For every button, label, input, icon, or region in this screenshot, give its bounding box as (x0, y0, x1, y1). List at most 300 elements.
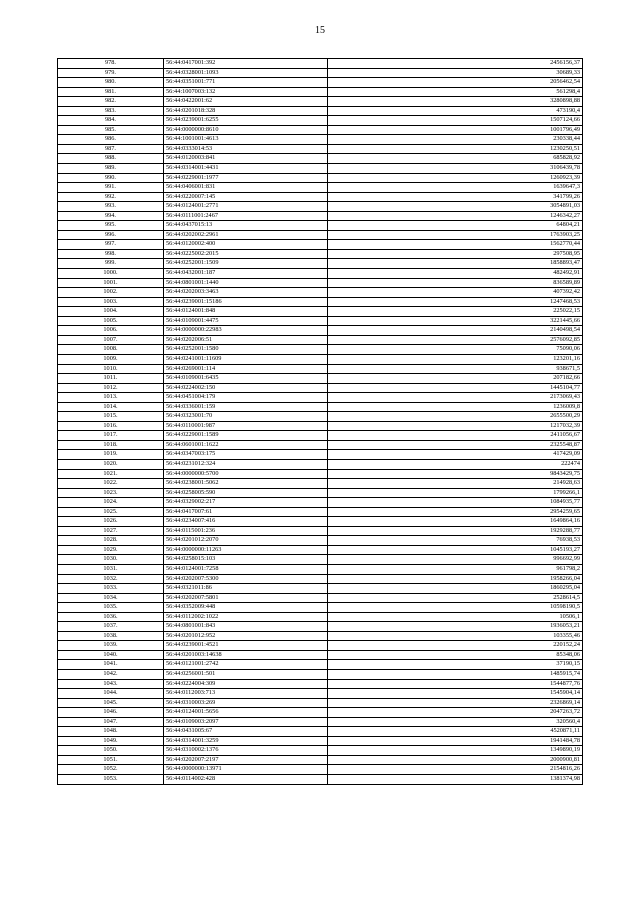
cadastral-value-cell: 938671,5 (328, 364, 583, 374)
row-number-cell: 1019. (58, 450, 164, 460)
table-row (58, 183, 583, 193)
row-number-cell: 1050. (58, 746, 164, 756)
row-number-cell: 1040. (58, 650, 164, 660)
row-number-cell: 1003. (58, 297, 164, 307)
cadastral-value-cell: 2326869,14 (328, 698, 583, 708)
table-row (58, 335, 583, 345)
row-number-cell: 991. (58, 183, 164, 193)
row-number-cell: 994. (58, 211, 164, 221)
table-row (58, 354, 583, 364)
cadastral-number-cell: 56:44:0417001:392 (164, 59, 328, 69)
row-number-cell: 1037. (58, 622, 164, 632)
cadastral-value-cell: 1246342,27 (328, 211, 583, 221)
table-row (58, 526, 583, 536)
cadastral-number-cell: 56:44:0111001:2467 (164, 211, 328, 221)
cadastral-number-cell: 56:44:0229001:1589 (164, 431, 328, 441)
table-row (58, 755, 583, 765)
cadastral-value-cell: 685828,92 (328, 154, 583, 164)
row-number-cell: 1027. (58, 526, 164, 536)
table-row (58, 555, 583, 565)
row-number-cell: 1036. (58, 612, 164, 622)
cadastral-value-cell: 1230250,51 (328, 144, 583, 154)
cadastral-number-cell: 56:44:0112003:713 (164, 689, 328, 699)
row-number-cell: 988. (58, 154, 164, 164)
cadastral-value-cell: 2140498,54 (328, 326, 583, 336)
table-row (58, 259, 583, 269)
cadastral-number-cell: 56:44:0310002:1376 (164, 746, 328, 756)
row-number-cell: 1038. (58, 631, 164, 641)
cadastral-value-cell: 1763903,25 (328, 230, 583, 240)
table-row (58, 431, 583, 441)
cadastral-number-cell: 56:44:0110001:987 (164, 421, 328, 431)
cadastral-number-cell: 56:44:1007003:132 (164, 87, 328, 97)
row-number-cell: 1000. (58, 269, 164, 279)
table-row (58, 68, 583, 78)
cadastral-value-cell: 2173069,43 (328, 393, 583, 403)
cadastral-number-cell: 56:44:0323001:70 (164, 412, 328, 422)
table-row (58, 144, 583, 154)
table-row (58, 269, 583, 279)
cadastral-number-cell: 56:44:0201003:14638 (164, 650, 328, 660)
cadastral-number-cell: 56:44:0347003:175 (164, 450, 328, 460)
cadastral-value-cell: 1649864,16 (328, 517, 583, 527)
cadastral-value-cell: 1544877,76 (328, 679, 583, 689)
cadastral-number-cell: 56:44:0224004:309 (164, 679, 328, 689)
cadastral-value-cell: 2154816,26 (328, 765, 583, 775)
cadastral-number-cell: 56:44:0112002:1022 (164, 612, 328, 622)
cadastral-value-cell: 3054891,03 (328, 202, 583, 212)
cadastral-number-cell: 56:44:0121001:2742 (164, 660, 328, 670)
cadastral-value-cell: 1236009,8 (328, 402, 583, 412)
table-row (58, 498, 583, 508)
cadastral-number-cell: 56:44:0000000:11263 (164, 545, 328, 555)
table-row (58, 574, 583, 584)
table-row (58, 459, 583, 469)
table-row (58, 240, 583, 250)
cadastral-value-cell: 214928,63 (328, 479, 583, 489)
cadastral-number-cell: 56:44:0124001:7258 (164, 564, 328, 574)
row-number-cell: 1021. (58, 469, 164, 479)
cadastral-value-cell: 1045193,27 (328, 545, 583, 555)
table-row (58, 622, 583, 632)
cadastral-value-cell: 207182,66 (328, 374, 583, 384)
cadastral-value-cell: 2528614,5 (328, 593, 583, 603)
row-number-cell: 1034. (58, 593, 164, 603)
row-number-cell: 1045. (58, 698, 164, 708)
cadastral-value-cell: 961798,2 (328, 564, 583, 574)
cadastral-number-cell: 56:44:0202006:51 (164, 335, 328, 345)
cadastral-number-cell: 56:44:0234007:416 (164, 517, 328, 527)
table-row (58, 479, 583, 489)
row-number-cell: 980. (58, 78, 164, 88)
cadastral-number-cell: 56:44:0801001:1440 (164, 278, 328, 288)
cadastral-value-cell: 103355,46 (328, 631, 583, 641)
cadastral-value-cell: 2576092,85 (328, 335, 583, 345)
table-row (58, 221, 583, 231)
row-number-cell: 1005. (58, 316, 164, 326)
cadastral-value-cell: 2000900,81 (328, 755, 583, 765)
table-row (58, 727, 583, 737)
table-row (58, 374, 583, 384)
cadastral-value-cell: 37190,15 (328, 660, 583, 670)
table-row (58, 440, 583, 450)
cadastral-number-cell: 56:44:0239001:4521 (164, 641, 328, 651)
cadastral-value-cell: 4520871,11 (328, 727, 583, 737)
table-row (58, 97, 583, 107)
page-number: 15 (315, 25, 325, 36)
table-row (58, 536, 583, 546)
cadastral-value-cell: 64804,21 (328, 221, 583, 231)
row-number-cell: 1017. (58, 431, 164, 441)
cadastral-value-cell: 1941484,78 (328, 736, 583, 746)
table-row (58, 660, 583, 670)
cadastral-value-cell: 1936053,21 (328, 622, 583, 632)
table-row (58, 545, 583, 555)
cadastral-number-cell: 56:44:0451004:179 (164, 393, 328, 403)
row-number-cell: 1051. (58, 755, 164, 765)
row-number-cell: 1035. (58, 603, 164, 613)
cadastral-value-cell: 2047263,72 (328, 708, 583, 718)
cadastral-number-cell: 56:44:0201012:952 (164, 631, 328, 641)
cadastral-number-cell: 56:44:0432001:187 (164, 269, 328, 279)
row-number-cell: 1053. (58, 775, 164, 785)
cadastral-number-cell: 56:44:0224002:150 (164, 383, 328, 393)
row-number-cell: 1052. (58, 765, 164, 775)
cadastral-number-cell: 56:44:0225002:2015 (164, 249, 328, 259)
row-number-cell: 1042. (58, 670, 164, 680)
row-number-cell: 1032. (58, 574, 164, 584)
cadastral-value-cell: 225022,15 (328, 307, 583, 317)
table-row (58, 488, 583, 498)
cadastral-number-cell: 56:44:0124001:5656 (164, 708, 328, 718)
table-row (58, 689, 583, 699)
cadastral-number-cell: 56:44:0258015:103 (164, 555, 328, 565)
cadastral-value-cell: 123201,16 (328, 354, 583, 364)
cadastral-number-cell: 56:44:0120002:400 (164, 240, 328, 250)
row-number-cell: 1011. (58, 374, 164, 384)
cadastral-value-cell: 10598190,5 (328, 603, 583, 613)
cadastral-number-cell: 56:44:0239001:15186 (164, 297, 328, 307)
row-number-cell: 1020. (58, 459, 164, 469)
row-number-cell: 983. (58, 106, 164, 116)
cadastral-number-cell: 56:44:0202007:5801 (164, 593, 328, 603)
table-row (58, 650, 583, 660)
cadastral-value-cell: 1217032,39 (328, 421, 583, 431)
cadastral-value-cell: 9843429,75 (328, 469, 583, 479)
cadastral-value-cell: 561298,4 (328, 87, 583, 97)
cadastral-number-cell: 56:44:0109001:4475 (164, 316, 328, 326)
table-row (58, 288, 583, 298)
table-row (58, 564, 583, 574)
cadastral-number-cell: 56:44:0201018:328 (164, 106, 328, 116)
row-number-cell: 1014. (58, 402, 164, 412)
table-row (58, 708, 583, 718)
table-row (58, 192, 583, 202)
cadastral-number-cell: 56:44:0328001:1093 (164, 68, 328, 78)
row-number-cell: 982. (58, 97, 164, 107)
table-row (58, 679, 583, 689)
cadastral-number-cell: 56:44:0124001:848 (164, 307, 328, 317)
cadastral-value-cell: 1562770,44 (328, 240, 583, 250)
table-row (58, 736, 583, 746)
table-row (58, 517, 583, 527)
cadastral-number-cell: 56:44:0352009:448 (164, 603, 328, 613)
table-row (58, 507, 583, 517)
cadastral-value-cell: 1858893,47 (328, 259, 583, 269)
table-row (58, 211, 583, 221)
cadastral-value-cell: 417429,09 (328, 450, 583, 460)
cadastral-number-cell: 56:44:0417007:61 (164, 507, 328, 517)
cadastral-value-cell: 1929288,77 (328, 526, 583, 536)
cadastral-value-cell: 1860295,04 (328, 584, 583, 594)
row-number-cell: 996. (58, 230, 164, 240)
table-row (58, 345, 583, 355)
cadastral-number-cell: 56:44:0201012:2070 (164, 536, 328, 546)
cadastral-value-cell: 30689,33 (328, 68, 583, 78)
table-row (58, 249, 583, 259)
table-row (58, 746, 583, 756)
row-number-cell: 1023. (58, 488, 164, 498)
table-row (58, 78, 583, 88)
row-number-cell: 1028. (58, 536, 164, 546)
cadastral-value-cell: 996692,99 (328, 555, 583, 565)
cadastral-value-cell: 2655500,29 (328, 412, 583, 422)
cadastral-value-cell: 1799266,1 (328, 488, 583, 498)
cadastral-value-cell: 2456156,37 (328, 59, 583, 69)
cadastral-value-cell: 222474 (328, 459, 583, 469)
row-number-cell: 990. (58, 173, 164, 183)
row-number-cell: 979. (58, 68, 164, 78)
row-number-cell: 1018. (58, 440, 164, 450)
cadastral-value-cell: 3106439,78 (328, 164, 583, 174)
row-number-cell: 1008. (58, 345, 164, 355)
row-number-cell: 1022. (58, 479, 164, 489)
row-number-cell: 998. (58, 249, 164, 259)
table-row (58, 173, 583, 183)
table-row (58, 593, 583, 603)
row-number-cell: 1046. (58, 708, 164, 718)
cadastral-number-cell: 56:44:0000000:13971 (164, 765, 328, 775)
cadastral-value-table (57, 58, 583, 785)
cadastral-number-cell: 56:44:0231012:324 (164, 459, 328, 469)
cadastral-value-cell: 341799,26 (328, 192, 583, 202)
row-number-cell: 1039. (58, 641, 164, 651)
cadastral-value-cell: 2056462,54 (328, 78, 583, 88)
row-number-cell: 1024. (58, 498, 164, 508)
cadastral-value-cell: 1958266,04 (328, 574, 583, 584)
table-row (58, 698, 583, 708)
cadastral-value-cell: 297508,95 (328, 249, 583, 259)
cadastral-value-cell: 836589,89 (328, 278, 583, 288)
cadastral-number-cell: 56:44:0202007:2197 (164, 755, 328, 765)
cadastral-number-cell: 56:44:0321011:86 (164, 584, 328, 594)
cadastral-number-cell: 56:44:1001001:4613 (164, 135, 328, 145)
row-number-cell: 995. (58, 221, 164, 231)
row-number-cell: 1002. (58, 288, 164, 298)
row-number-cell: 1043. (58, 679, 164, 689)
row-number-cell: 987. (58, 144, 164, 154)
cadastral-value-cell: 1084935,77 (328, 498, 583, 508)
cadastral-value-cell: 76938,53 (328, 536, 583, 546)
table-row (58, 393, 583, 403)
cadastral-value-cell: 10506,1 (328, 612, 583, 622)
cadastral-number-cell: 56:44:0000000:8610 (164, 125, 328, 135)
cadastral-value-cell: 1247468,53 (328, 297, 583, 307)
table-row (58, 412, 583, 422)
cadastral-number-cell: 56:44:0229001:1977 (164, 173, 328, 183)
table-row (58, 307, 583, 317)
cadastral-number-cell: 56:44:0241001:11609 (164, 354, 328, 364)
row-number-cell: 1001. (58, 278, 164, 288)
cadastral-number-cell: 56:44:0314001:3259 (164, 736, 328, 746)
cadastral-number-cell: 56:44:0351001:771 (164, 78, 328, 88)
row-number-cell: 989. (58, 164, 164, 174)
table-row (58, 125, 583, 135)
table-row (58, 154, 583, 164)
row-number-cell: 1012. (58, 383, 164, 393)
cadastral-value-cell: 1445104,77 (328, 383, 583, 393)
row-number-cell: 985. (58, 125, 164, 135)
cadastral-number-cell: 56:44:0314001:4431 (164, 164, 328, 174)
row-number-cell: 978. (58, 59, 164, 69)
table-row (58, 59, 583, 69)
cadastral-number-cell: 56:44:0256001:501 (164, 670, 328, 680)
row-number-cell: 999. (58, 259, 164, 269)
cadastral-number-cell: 56:44:0239001:6255 (164, 116, 328, 126)
row-number-cell: 981. (58, 87, 164, 97)
cadastral-number-cell: 56:44:0120003:841 (164, 154, 328, 164)
row-number-cell: 1013. (58, 393, 164, 403)
row-number-cell: 1009. (58, 354, 164, 364)
row-number-cell: 1044. (58, 689, 164, 699)
row-number-cell: 1016. (58, 421, 164, 431)
table-row (58, 402, 583, 412)
row-number-cell: 997. (58, 240, 164, 250)
table-row (58, 278, 583, 288)
cadastral-value-cell: 1381374,98 (328, 775, 583, 785)
table-row (58, 584, 583, 594)
table-row (58, 326, 583, 336)
cadastral-number-cell: 56:44:0801001:843 (164, 622, 328, 632)
cadastral-value-cell: 2325548,87 (328, 440, 583, 450)
row-number-cell: 1007. (58, 335, 164, 345)
cadastral-value-cell: 482492,91 (328, 269, 583, 279)
table-row (58, 135, 583, 145)
cadastral-value-cell: 1639647,3 (328, 183, 583, 193)
table-row (58, 116, 583, 126)
cadastral-number-cell: 56:44:0431005:67 (164, 727, 328, 737)
cadastral-number-cell: 56:44:0109003:2097 (164, 717, 328, 727)
table-row (58, 469, 583, 479)
row-number-cell: 1006. (58, 326, 164, 336)
cadastral-value-cell: 3221445,66 (328, 316, 583, 326)
cadastral-value-cell: 1260923,39 (328, 173, 583, 183)
cadastral-number-cell: 56:44:0252001:1509 (164, 259, 328, 269)
cadastral-number-cell: 56:44:0310003:269 (164, 698, 328, 708)
table-row (58, 603, 583, 613)
table-row (58, 717, 583, 727)
cadastral-number-cell: 56:44:0437015:13 (164, 221, 328, 231)
cadastral-number-cell: 56:44:0000000:5700 (164, 469, 328, 479)
cadastral-number-cell: 56:44:0601001:1622 (164, 440, 328, 450)
cadastral-number-cell: 56:44:0422001:62 (164, 97, 328, 107)
cadastral-value-cell: 220152,24 (328, 641, 583, 651)
cadastral-number-cell: 56:44:0109001:6435 (164, 374, 328, 384)
table-row (58, 450, 583, 460)
table-row (58, 316, 583, 326)
cadastral-value-cell: 320560,4 (328, 717, 583, 727)
row-number-cell: 992. (58, 192, 164, 202)
cadastral-value-cell: 1545904,14 (328, 689, 583, 699)
cadastral-number-cell: 56:44:0269001:114 (164, 364, 328, 374)
table-row (58, 364, 583, 374)
row-number-cell: 1047. (58, 717, 164, 727)
table-row (58, 631, 583, 641)
cadastral-number-cell: 56:44:0220007:145 (164, 192, 328, 202)
row-number-cell: 1015. (58, 412, 164, 422)
table-row (58, 297, 583, 307)
cadastral-value-cell: 230338,44 (328, 135, 583, 145)
table-row (58, 670, 583, 680)
cadastral-number-cell: 56:44:0329002:217 (164, 498, 328, 508)
table-row (58, 87, 583, 97)
row-number-cell: 1030. (58, 555, 164, 565)
cadastral-number-cell: 56:44:0202002:2961 (164, 230, 328, 240)
row-number-cell: 1031. (58, 564, 164, 574)
cadastral-number-cell: 56:44:0202003:3463 (164, 288, 328, 298)
cadastral-number-cell: 56:44:0114002:428 (164, 775, 328, 785)
cadastral-number-cell: 56:44:0258005:590 (164, 488, 328, 498)
cadastral-value-cell: 75090,06 (328, 345, 583, 355)
row-number-cell: 1026. (58, 517, 164, 527)
cadastral-number-cell: 56:44:0124001:2771 (164, 202, 328, 212)
row-number-cell: 1029. (58, 545, 164, 555)
cadastral-value-cell: 473190,4 (328, 106, 583, 116)
table-row (58, 765, 583, 775)
cadastral-value-cell: 1349890,19 (328, 746, 583, 756)
cadastral-value-cell: 2954259,65 (328, 507, 583, 517)
table-row (58, 230, 583, 240)
row-number-cell: 1041. (58, 660, 164, 670)
row-number-cell: 1049. (58, 736, 164, 746)
cadastral-number-cell: 56:44:0406001:831 (164, 183, 328, 193)
cadastral-value-cell: 3280898,88 (328, 97, 583, 107)
table-row (58, 202, 583, 212)
table-row (58, 106, 583, 116)
table-row (58, 383, 583, 393)
row-number-cell: 1010. (58, 364, 164, 374)
cadastral-number-cell: 56:44:0238001:5062 (164, 479, 328, 489)
table-row (58, 164, 583, 174)
row-number-cell: 1033. (58, 584, 164, 594)
table-body (58, 59, 583, 785)
cadastral-number-cell: 56:44:0252001:1580 (164, 345, 328, 355)
cadastral-number-cell: 56:44:0000000:22983 (164, 326, 328, 336)
row-number-cell: 986. (58, 135, 164, 145)
row-number-cell: 993. (58, 202, 164, 212)
cadastral-value-cell: 1507124,66 (328, 116, 583, 126)
cadastral-number-cell: 56:44:0202007:5300 (164, 574, 328, 584)
cadastral-number-cell: 56:44:0336001:159 (164, 402, 328, 412)
table-row (58, 612, 583, 622)
row-number-cell: 1004. (58, 307, 164, 317)
row-number-cell: 1025. (58, 507, 164, 517)
table-row (58, 421, 583, 431)
cadastral-value-cell: 1001796,49 (328, 125, 583, 135)
cadastral-number-cell: 56:44:0115001:236 (164, 526, 328, 536)
row-number-cell: 1048. (58, 727, 164, 737)
cadastral-number-cell: 56:44:0333014:53 (164, 144, 328, 154)
